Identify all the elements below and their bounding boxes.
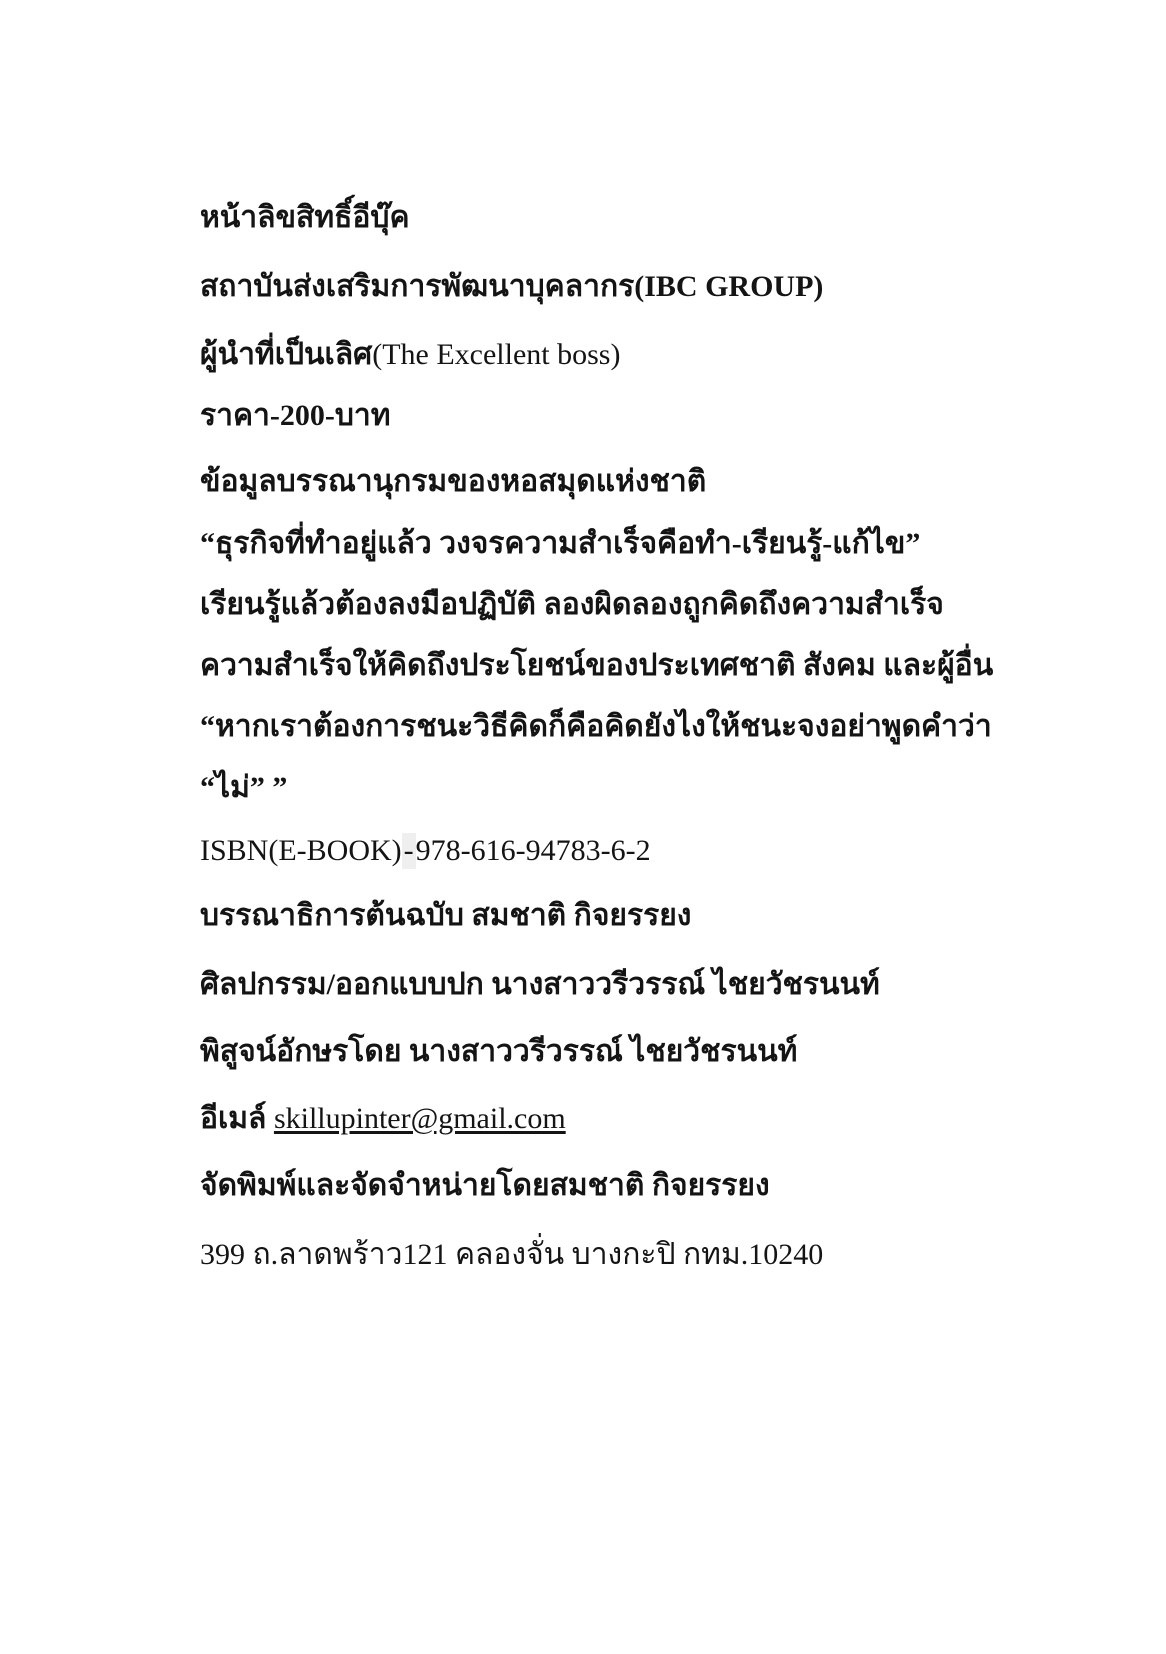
book-title-thai: ผู้นำที่เป็นเลิศ [200, 338, 373, 371]
publisher-line: จัดพิมพ์และจัดจำหน่ายโดยสมชาติ กิจยรรยง [200, 1169, 770, 1202]
cover-design-line: ศิลปกรรม/ออกแบบปก นางสาววรีวรรณ์ ไชยวัชรนนท์ [200, 968, 880, 1001]
isbn-value: 978-616-94783-6-2 [415, 834, 651, 867]
quote-line-3: ความสำเร็จให้คิดถึงประโยชน์ของประเทศชาติ สังคม และผู้อื่น [200, 649, 994, 682]
ebook-rights-heading: หน้าลิขสิทธิ์อีบุ๊ค [200, 201, 410, 234]
isbn-label: ISBN(E-BOOK) [200, 834, 402, 867]
quote-line-1: “ธุรกิจที่ทำอยู่แล้ว วงจรความสำเร็จคือทำ-เรียนรู้-แก้ไข” [200, 527, 921, 560]
institute-name: สถาบันส่งเสริมการพัฒนาบุคลากร(IBC GROUP) [200, 270, 824, 303]
quote-line-5: “ไม่” ” [200, 771, 288, 804]
email-label: อีเมล์ [200, 1102, 274, 1135]
isbn-separator: - [403, 834, 414, 867]
editor-line: บรรณาธิการต้นฉบับ สมชาติ กิจยรรยง [200, 899, 692, 932]
book-title [200, 337, 620, 373]
isbn-line [200, 833, 651, 869]
catalog-heading: ข้อมูลบรรณานุกรมของหอสมุดแห่งชาติ [200, 465, 707, 498]
email-line [200, 1101, 566, 1137]
address-line: 399 ถ.ลาดพร้าว121 คลองจั่น บางกะปิ กทม.10240 [200, 1238, 824, 1271]
quote-line-4: “หากเราต้องการชนะวิธีคิดก็คือคิดยังไงให้ชนะจงอย่าพูดคำว่า [200, 710, 992, 743]
proofreader-line: พิสูจน์อักษรโดย นางสาววรีวรรณ์ ไชยวัชรนนท์ [200, 1035, 798, 1068]
quote-line-2: เรียนรู้แล้วต้องลงมือปฏิบัติ ลองผิดลองถูกคิดถึงความสำเร็จ [200, 588, 944, 621]
book-title-en: (The Excellent boss) [372, 338, 621, 371]
price: ราคา-200-บาท [200, 399, 391, 432]
email-link[interactable]: skillupinter@gmail.com [273, 1102, 566, 1135]
